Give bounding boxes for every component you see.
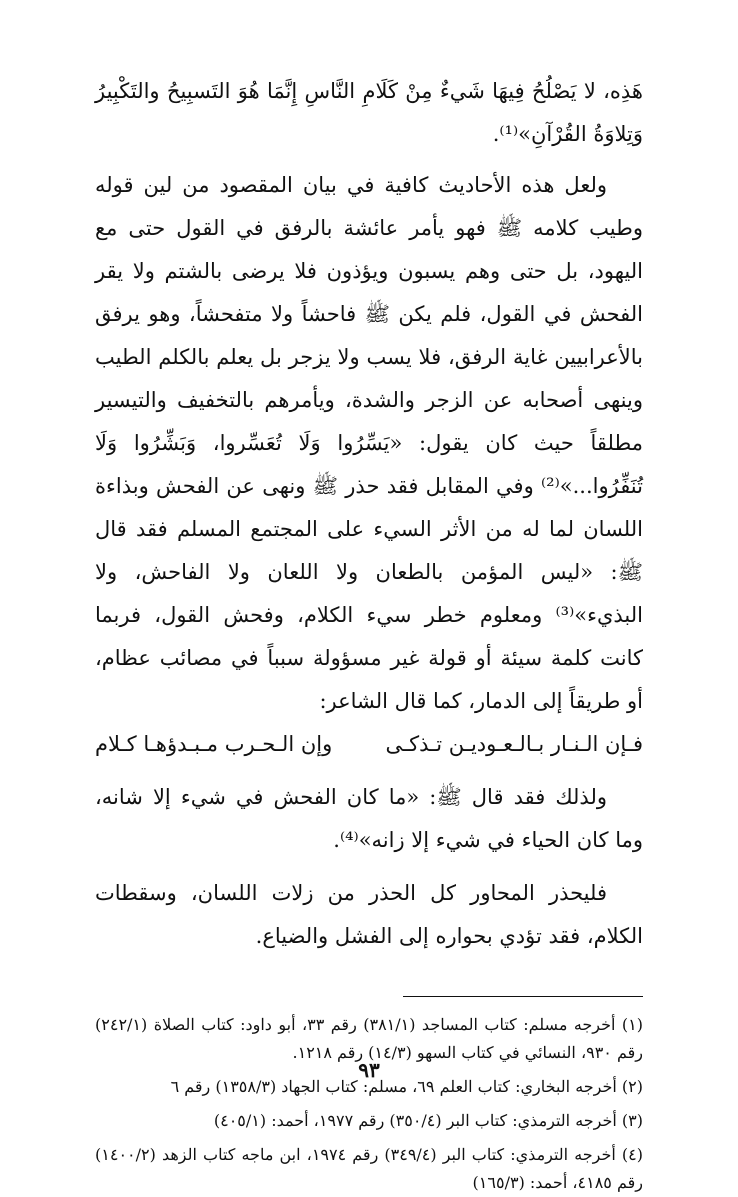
footnote-2: (٢) أخرجه البخاري: كتاب العلم ٦٩، مسلم: كتاب الجهاد (١٣٥٨/٣) رقم ٦ [170,1077,643,1096]
paragraph-conclusion: فليحذر المحاور كل الحذر من زلات اللسان، وسقطات الكلام، فقد تؤدي بحواره إلى الفشل والضياع. [95,881,643,948]
footnote-3: (٣) أخرجه الترمذي: كتاب البر (٣٥٠/٤) رقم ١٩٧٧، أحمد: (٤٠٥/١) [213,1111,643,1130]
paragraph-hadith-discussion: ولعل هذه الأحاديث كافية في بيان المقصود من لين قوله وطيب كلامه ﷺ فهو يأمر عائشة بالرفق في القول حتى مع اليهود، بل حتى وهم يسبون ويؤذون فلا يرضى بالشتم ولا يقر الفحش في القول، فلم يكن ﷺ فاحشاً ولا متفحشاً، وهو يرفق بالأعرابيين غاية الرفق، فلا يسب ولا يزجر بل يعلم بالكلم الطيب وينهى أصحابه عن الزجر والشدة، ويأمرهم بالتخفيف والتيسير مطلقاً حيث كان يقول: «يَسِّرُوا وَلَا تُعَسِّروا، وَبَشِّرُوا وَلَا تُنَفِّرُوا...»⁽²⁾ وفي المقابل فقد حذر ﷺ ونهى عن الفحش وبذاءة اللسان لما له من الأثر السيء على المجتمع المسلم فقد قال ﷺ: «ليس المؤمن بالطعان ولا اللعان ولا الفاحش، ولا البذيء»⁽³⁾ ومعلوم خطر سيء الكلام، وفحش القول، فربما كانت كلمة سيئة أو قولة غير مسؤولة سبباً في مصائب عظام، أو طريقاً إلى الدمار، كما قال الشاعر: [95,173,643,713]
footnote-divider [403,996,643,997]
page-number: ٩٣ [358,1058,380,1082]
footnote-1: (١) أخرجه مسلم: كتاب المساجد (٣٨١/١) رقم ٣٣، أبو داود: كتاب الصلاة (٢٤٢/١) رقم ٩٣٠، النسائي في كتاب السهو (١٤/٣) رقم ١٢١٨. [95,1015,644,1062]
footnotes [95,1011,643,1197]
book-page [95,70,644,1192]
main-text [95,70,643,723]
footnote-4: (٤) أخرجه الترمذي: كتاب البر (٣٤٩/٤) رقم ١٩٧٤، ابن ماجه كتاب الزهد (١٤٠٠/٢) رقم ٤١٨٥، أحمد: (١٦٥/٣) [95,1145,643,1192]
verse-second-hemistich: وإن الـحـرب مـبـدؤهـا كـلام [95,732,333,756]
poetry-verse [95,723,643,766]
verse-first-hemistich: فـإن الـنـار بـالـعـوديـن تـذكـى [385,732,643,756]
main-text-continued [95,776,643,958]
paragraph-modesty-hadith: ولذلك فقد قال ﷺ: «ما كان الفحش في شيء إلا شانه، وما كان الحياء في شيء إلا زانه»⁽⁴⁾. [95,785,643,852]
paragraph-continuation: هَذِه، لا يَصْلُحُ فِيهَا شَيءٌ مِنْ كَلَامِ النَّاسِ إِنَّمَا هُوَ التَسبِيحُ والتَكْبِيرُ وَتِلاوَةُ القُرْآنِ»⁽¹⁾. [95,79,643,146]
